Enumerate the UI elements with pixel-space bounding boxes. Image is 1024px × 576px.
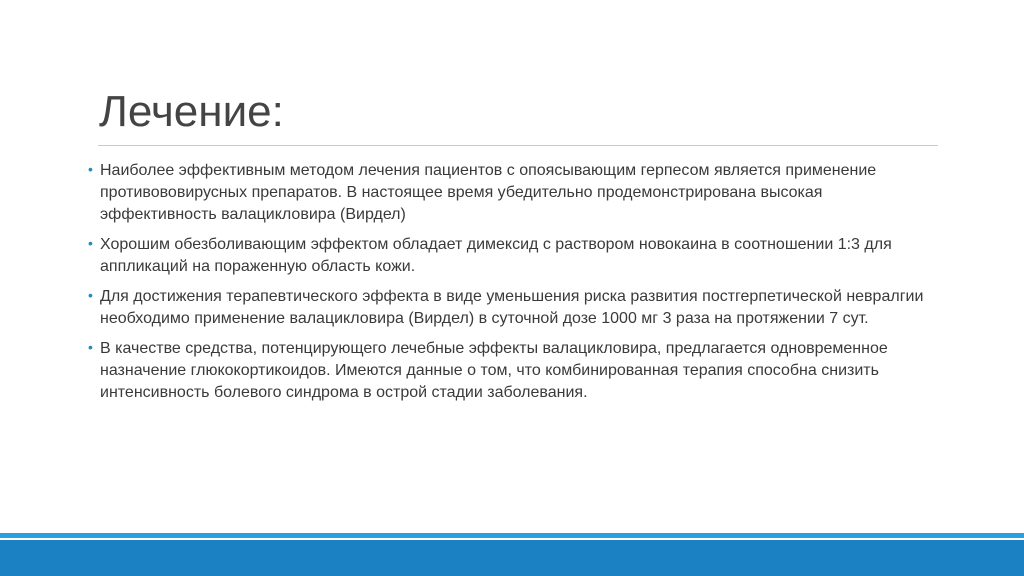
bullet-text: В качестве средства, потенцирующего лечебные эффекты валацикловира, предлагается одновременное назначение глюкокортикоидов. Имеются данные о том, что комбинированная терапия способна снизить интенсивность болевого синдрома в острой стадии заболевания. xyxy=(100,340,888,401)
footer-bar xyxy=(0,540,1024,576)
bullet-text: Хорошим обезболивающим эффектом обладает димексид с раствором новокаина в соотношении 1:3 для аппликаций на пораженную область кожи. xyxy=(100,236,892,275)
slide-title: Лечение: xyxy=(99,87,284,136)
bullet-icon: • xyxy=(88,235,93,251)
bullet-list xyxy=(88,160,928,412)
bullet-icon: • xyxy=(88,339,93,355)
title-divider xyxy=(98,145,938,146)
bullet-text: Для достижения терапевтического эффекта в виде уменьшения риска развития постгерпетической невралгии необходимо применение валацикловира (Вирдел) в суточной дозе 1000 мг 3 раза на протяжении 7 сут. xyxy=(100,288,924,327)
bullet-item xyxy=(88,286,928,330)
bullet-item xyxy=(88,160,928,226)
bullet-text: Наиболее эффективным методом лечения пациентов с опоясывающим герпесом является применение противововирусных препаратов. В настоящее время убедительно продемонстрирована высокая эффективность валацикловира (Вирдел) xyxy=(100,162,877,223)
bullet-icon: • xyxy=(88,161,93,177)
bullet-item xyxy=(88,234,928,278)
bullet-icon: • xyxy=(88,287,93,303)
footer-accent-line xyxy=(0,533,1024,538)
bullet-item xyxy=(88,338,928,404)
